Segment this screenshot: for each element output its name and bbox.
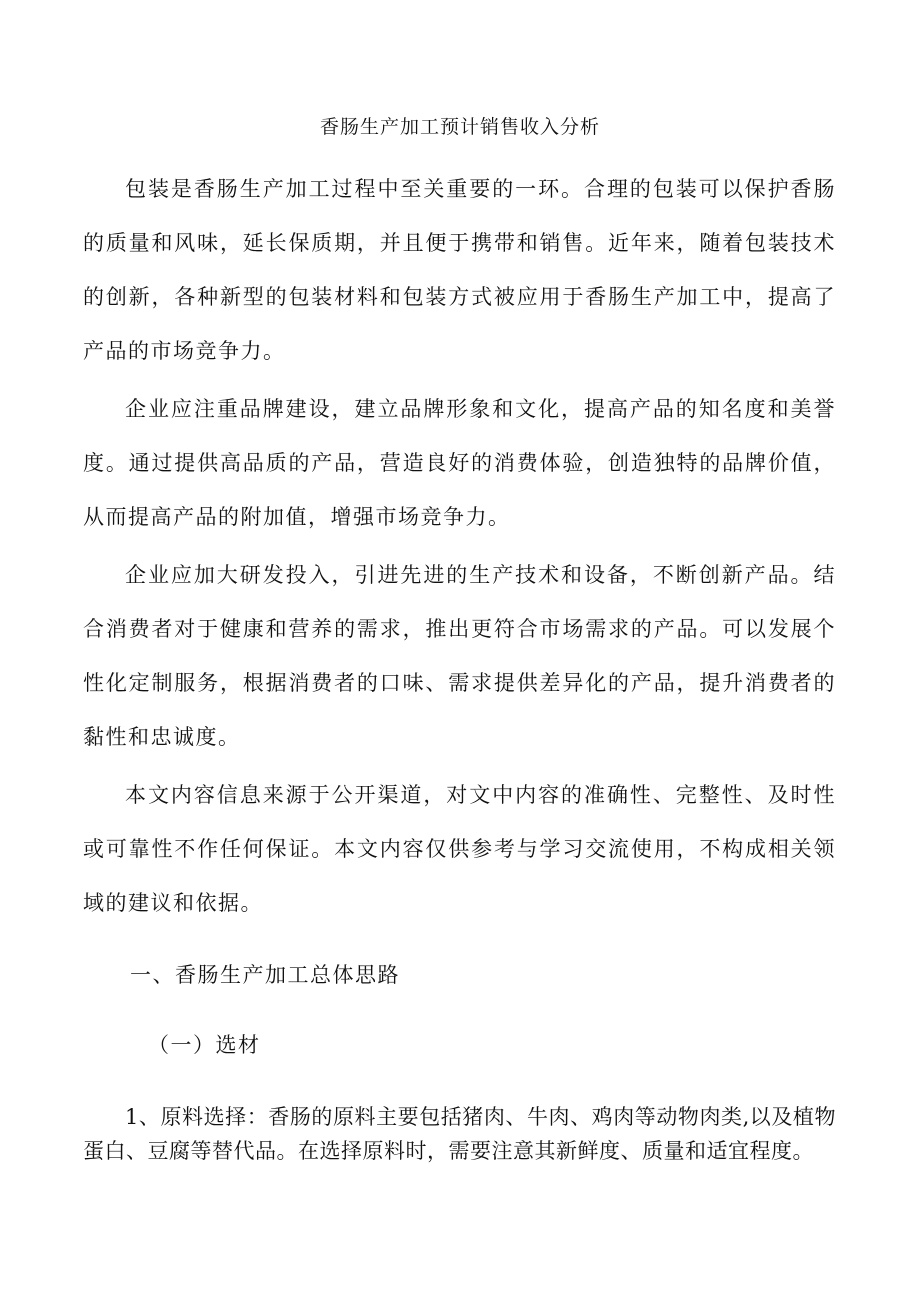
section-heading: 一、香肠生产加工总体思路: [130, 963, 400, 987]
paragraph-disclaimer: 本文内容信息来源于公开渠道，对文中内容的准确性、完整性、及时性或可靠性不作任何保证。本文内容仅供参考与学习交流使用，不构成相关领域的建议和依据。: [83, 783, 836, 915]
subsection-heading: （一）选材: [148, 1033, 261, 1057]
paragraph-branding: 企业应注重品牌建设，建立品牌形象和文化，提高产品的知名度和美誉度。通过提供高品质的产品，营造良好的消费体验，创造独特的品牌价值，从而提高产品的附加值，增强市场竞争力。: [83, 397, 836, 529]
paragraph-raw-material: 1、原料选择：香肠的原料主要包括猪肉、牛肉、鸡肉等动物肉类,以及植物蛋白、豆腐等替代品。在选择原料时，需要注意其新鲜度、质量和适宜程度。: [83, 1105, 836, 1163]
document-title: 香肠生产加工预计销售收入分析: [319, 116, 600, 138]
paragraph-research: 企业应加大研发投入，引进先进的生产技术和设备，不断创新产品。结合消费者对于健康和营养的需求，推出更符合市场需求的产品。可以发展个性化定制服务，根据消费者的口味、需求提供差异化的产品，提升消费者的黏性和忠诚度。: [83, 563, 836, 749]
paragraph-packaging: 包装是香肠生产加工过程中至关重要的一环。合理的包装可以保护香肠的质量和风味，延长保质期，并且便于携带和销售。近年来，随着包装技术的创新，各种新型的包装材料和包装方式被应用于香肠生产加工中，提高了产品的市场竞争力。: [83, 177, 836, 363]
